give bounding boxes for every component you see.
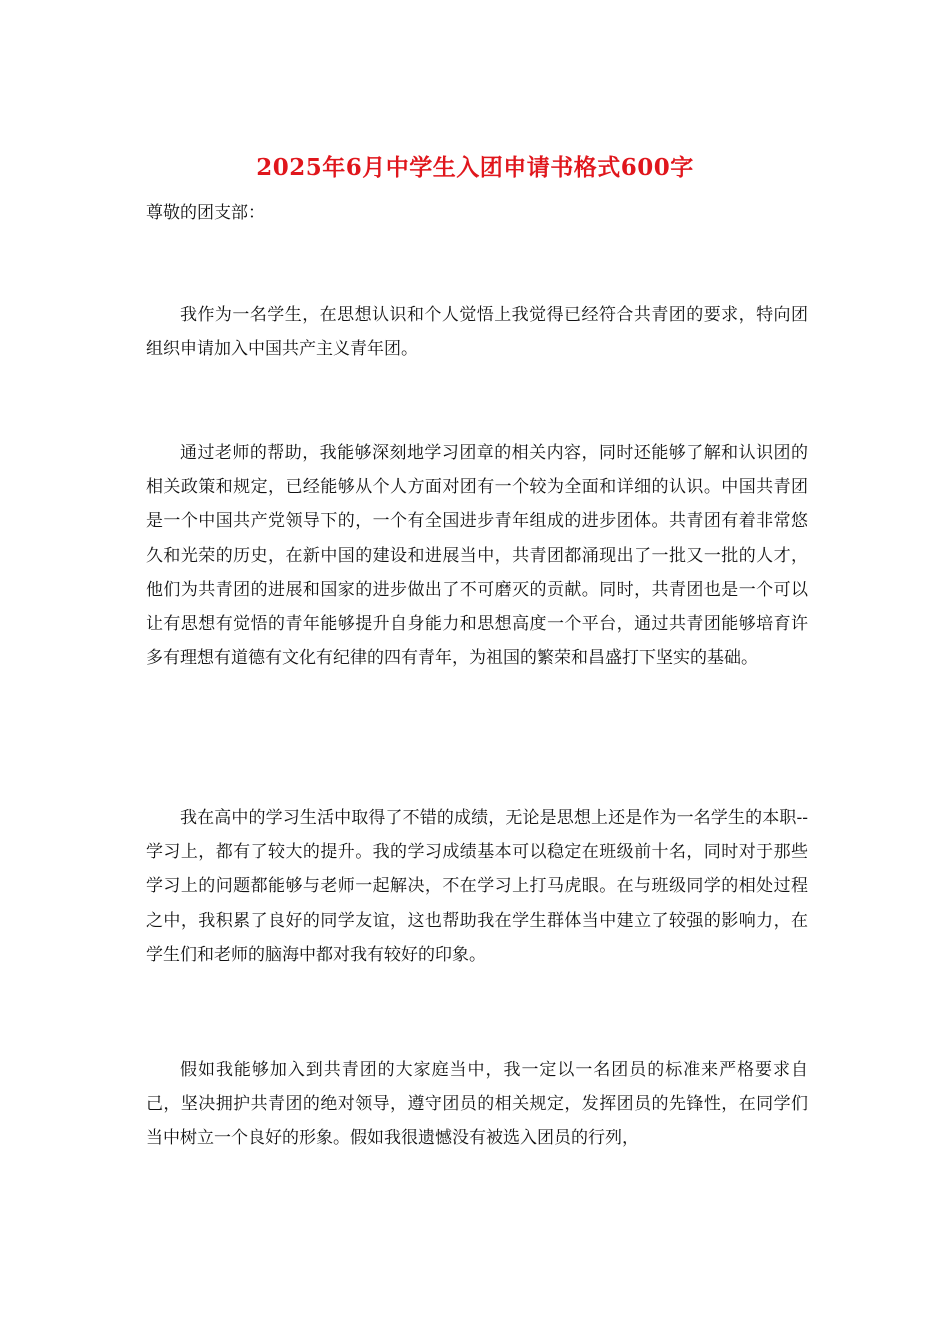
paragraph-2: 通过老师的帮助，我能够深刻地学习团章的相关内容，同时还能够了解和认识团的相关政策和规定，已经能够从个人方面对团有一个较为全面和详细的认识。中国共青团是一个中国共产党领导下的，一个有全国进步青年组成的进步团体。共青团有着非常悠久和光荣的历史，在新中国的建设和进展当中，共青团都涌现出了一批又一批的人才，他们为共青团的进展和国家的进步做出了不可磨灭的贡献。同时，共青团也是一个可以让有思想有觉悟的青年能够提升自身能力和思想高度一个平台，通过共青团能够培育许多有理想有道德有文化有纪律的四有青年，为祖国的繁荣和昌盛打下坚实的基础。	[146, 443, 808, 669]
paragraph-3: 我在高中的学习生活中取得了不错的成绩，无论是思想上还是作为一名学生的本职--学习上，都有了较大的提升。我的学习成绩基本可以稳定在班级前十名，同时对于那些学习上的问题都能够与老师一起解决，不在学习上打马虎眼。在与班级同学的相处过程之中，我积累了良好的同学友谊，这也帮助我在学生群体当中建立了较强的影响力，在学生们和老师的脑海中都对我有较好的印象。	[146, 808, 808, 965]
paragraph-1: 我作为一名学生，在思想认识和个人觉悟上我觉得已经符合共青团的要求，特向团组织申请加入中国共产主义青年团。	[146, 305, 808, 360]
paragraph-4: 假如我能够加入到共青团的大家庭当中，我一定以一名团员的标准来严格要求自己，坚决拥护共青团的绝对领导，遵守团员的相关规定，发挥团员的先锋性，在同学们当中树立一个良好的形象。假如我很遗憾没有被选入团员的行列，	[146, 1060, 808, 1149]
document-title: 2025年6月中学生入团申请书格式600字	[256, 154, 694, 181]
salutation: 尊敬的团支部：	[146, 203, 265, 223]
